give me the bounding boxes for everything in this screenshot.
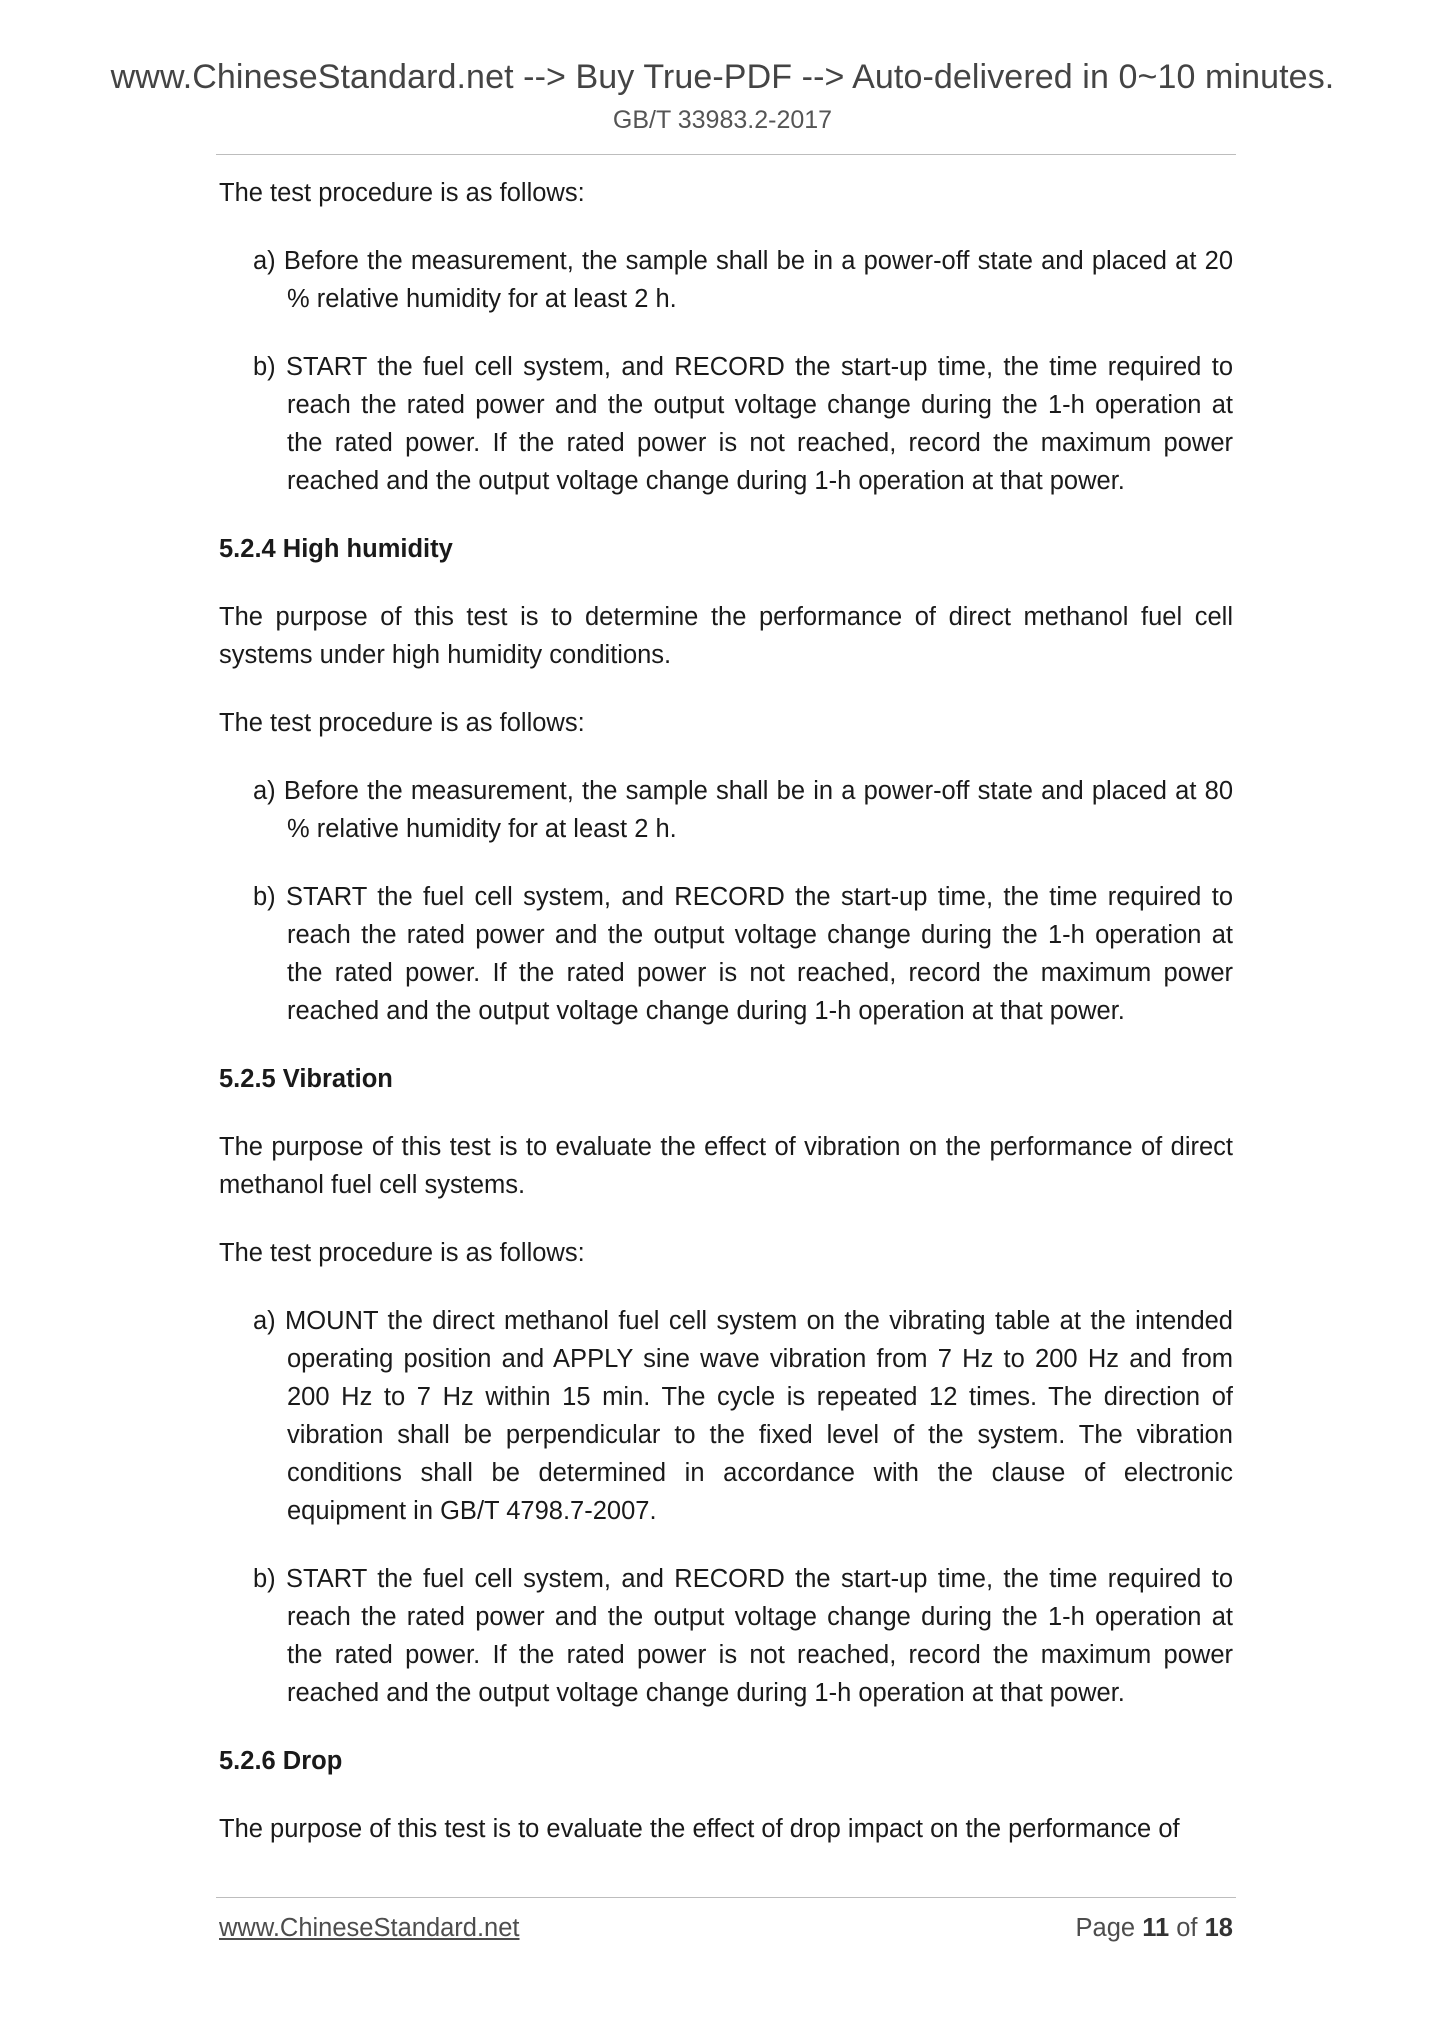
section-524-heading: 5.2.4 High humidity	[219, 535, 453, 563]
section-525-purpose: The purpose of this test is to evaluate the effect of vibration on the performance of direct methanol fuel cell systems.	[219, 1133, 1233, 1199]
standard-code: GB/T 33983.2-2017	[612, 106, 833, 134]
section-525-heading: 5.2.5 Vibration	[219, 1065, 393, 1093]
page-content	[219, 174, 1233, 1878]
section-526-purpose: The purpose of this test is to evaluate the effect of drop impact on the performance of	[219, 1815, 1180, 1843]
section-525-procedure: The test procedure is as follows:	[219, 1239, 585, 1267]
page-number	[1076, 1914, 1233, 1943]
footer-site-link[interactable]: www.ChineseStandard.net	[219, 1914, 520, 1942]
section-524-item-b: b) START the fuel cell system, and RECORD the start-up time, the time required to reach the rated power and the output voltage change during the 1-h operation at the rated power. If the rated power is not reached, record the maximum power reached and the output voltage change during 1-h operation at that power.	[253, 883, 1233, 1025]
intro-item-b: b) START the fuel cell system, and RECORD the start-up time, the time required to reach the rated power and the output voltage change during the 1-h operation at the rated power. If the rated power is not reached, record the maximum power reached and the output voltage change during 1-h operation at that power.	[253, 353, 1233, 495]
footer-divider	[216, 1897, 1236, 1898]
page-of: of	[1176, 1914, 1198, 1942]
page-total: 18	[1204, 1914, 1233, 1942]
section-525-item-b: b) START the fuel cell system, and RECORD the start-up time, the time required to reach the rated power and the output voltage change during the 1-h operation at the rated power. If the rated power is not reached, record the maximum power reached and the output voltage change during 1-h operation at that power.	[253, 1565, 1233, 1707]
header-divider	[216, 154, 1236, 155]
section-525-item-a: a) MOUNT the direct methanol fuel cell system on the vibrating table at the intended operating position and APPLY sine wave vibration from 7 Hz to 200 Hz and from 200 Hz to 7 Hz within 15 min. The cycle is repeated 12 times. The direction of vibration shall be perpendicular to the fixed level of the system. The vibration conditions shall be determined in accordance with the clause of electronic equipment in GB/T 4798.7-2007.	[253, 1307, 1233, 1525]
section-524-item-a: a) Before the measurement, the sample shall be in a power-off state and placed at 80 % relative humidity for at least 2 h.	[253, 777, 1233, 843]
section-524-procedure: The test procedure is as follows:	[219, 709, 585, 737]
section-526-heading: 5.2.6 Drop	[219, 1747, 343, 1775]
page-word: Page	[1075, 1914, 1136, 1942]
intro-item-a: a) Before the measurement, the sample shall be in a power-off state and placed at 20 % relative humidity for at least 2 h.	[253, 247, 1233, 313]
section-524-purpose: The purpose of this test is to determine the performance of direct methanol fuel cell systems under high humidity conditions.	[219, 603, 1233, 669]
header-banner: www.ChineseStandard.net --> Buy True-PDF --> Auto-delivered in 0~10 minutes.	[110, 58, 1335, 96]
intro-procedure: The test procedure is as follows:	[219, 179, 585, 207]
page-current: 11	[1142, 1914, 1170, 1942]
